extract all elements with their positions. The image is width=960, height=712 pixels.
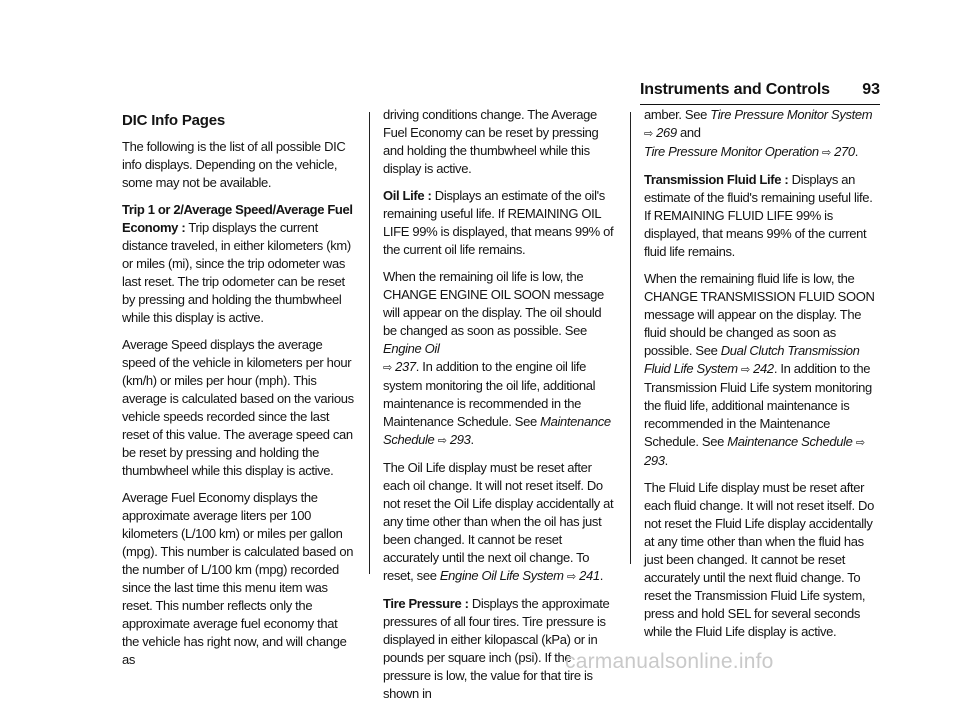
oil-reset-paragraph: The Oil Life display must be reset after each oil change. It will not reset itself. Do not reset the Oil Life display accidentally at any time other than when the oil has just been changed. It cannot be reset accurately until the next oil change. To reset, see Engine Oil Life System ⇨ 241. — [383, 460, 614, 583]
column-1 — [122, 112, 357, 678]
fluid-low-paragraph: When the remaining fluid life is low, the CHANGE TRANSMISSION FLUID SOON message will appear on the display. The fluid should be changed as soon as possible. See Dual Clutch Transmission Fluid Life System ⇨ 242. In addition to the Transmission Fluid Life system monitoring the fluid life, additional maintenance is recommended in the Maintenance Schedule. See Maintenance Schedule ⇨ 293. — [644, 271, 875, 468]
tire-pressure-paragraph — [383, 595, 618, 703]
transmission-fluid-text: Displays an estimate of the fluid's remaining useful life. If REMAINING FLUID LIFE 99% is displayed, that means 99% of the current fluid life remains. — [644, 172, 873, 259]
oil-low-text-2: . In addition to the engine oil life system monitoring the oil life, additional maintenance is recommended in the Maintenance Schedule. See — [383, 359, 596, 429]
arrow-icon: ⇨ — [566, 571, 576, 583]
header-rule — [640, 104, 880, 105]
arrow-icon: ⇨ — [437, 435, 447, 447]
dct-fluid-link[interactable]: Dual Clutch Transmission Fluid Life System — [644, 343, 860, 376]
oil-life-text: Displays an estimate of the oil's remaining useful life. If REMAINING OIL LIFE 99% is displayed, that means 99% of the current oil life remains. — [383, 188, 614, 257]
fluid-low-text: When the remaining fluid life is low, the CHANGE TRANSMISSION FLUID SOON message will appear on the display. The fluid should be changed as soon as possible. See — [644, 271, 875, 358]
column-3 — [644, 106, 880, 650]
section-heading: DIC Info Pages — [122, 112, 226, 129]
trip-paragraph — [122, 201, 357, 327]
column-divider-1 — [369, 112, 370, 574]
engine-oil-link[interactable]: Engine Oil — [383, 341, 440, 356]
watermark: carmanualsonline.info — [565, 650, 774, 673]
transmission-fluid-term: Transmission Fluid Life : — [644, 172, 789, 187]
arrow-icon: ⇨ — [644, 128, 653, 140]
page-header — [640, 80, 880, 102]
fluid-reset-paragraph: The Fluid Life display must be reset after each fluid change. It will not reset itself. Do not reset the Fluid Life display accidentally at any time other than when the fluid has just been changed. It cannot be reset accurately until the next fluid change. To reset the Transmission Fluid Life system, press and hold SEL for several seconds while the Fluid Life display is active. — [644, 480, 874, 639]
tire-pressure-continued: amber. See Tire Pressure Monitor System ⇨ 269 and Tire Pressure Monitor Operation ⇨ 270. — [644, 107, 873, 159]
maintenance-schedule-page[interactable]: 293 — [644, 453, 665, 468]
oil-life-term: Oil Life : — [383, 188, 432, 203]
oil-life-system-page[interactable]: 241 — [579, 568, 600, 583]
intro-paragraph: The following is the list of all possible DIC info displays. Depending on the vehicle, some may not be available. — [122, 139, 346, 190]
trip-term: Trip 1 or 2/Average Speed/Average Fuel Economy : — [122, 202, 353, 235]
oil-life-system-link[interactable]: Engine Oil Life System — [439, 568, 564, 583]
column-divider-2 — [630, 112, 631, 564]
dct-fluid-page[interactable]: 242 — [753, 361, 774, 376]
maintenance-schedule-link[interactable]: Maintenance Schedule — [727, 434, 853, 449]
arrow-icon: ⇨ — [383, 362, 392, 374]
page-number: 93 — [862, 81, 880, 98]
tire-pressure-text: Displays the approximate pressures of all four tires. Tire pressure is displayed in either kilopascal (kPa) or in pounds per square inch (psi). If the pressure is low, the value for that tire is shown in — [383, 596, 610, 701]
engine-oil-page[interactable]: 237 — [395, 359, 416, 374]
fuel-economy-paragraph: Average Fuel Economy displays the approximate average liters per 100 kilometers (L/100 km) or miles per gallon (mpg). This number is calculated based on the number of L/100 km (mpg) recorded since the last time this menu item was reset. This number reflects only the approximate average fuel economy that the vehicle has right now, and will change as — [122, 490, 354, 667]
column-2 — [383, 106, 618, 712]
section-title: Instruments and Controls — [640, 81, 830, 98]
arrow-icon: ⇨ — [741, 364, 750, 376]
oil-reset-text: The Oil Life display must be reset after each oil change. It will not reset itself. Do not reset the Oil Life display accidentally at any time other than when the oil has just been changed. It cannot be reset accurately until the next oil change. To reset, see — [383, 460, 614, 583]
arrow-icon: ⇨ — [855, 437, 865, 449]
transmission-fluid-paragraph — [644, 171, 880, 261]
maintenance-schedule-link[interactable]: Maintenance Schedule — [383, 414, 611, 447]
average-speed-paragraph: Average Speed displays the average speed of the vehicle in kilometers per hour (km/h) or miles per hour (mph). This average is calculated based on the various vehicle speeds recorded since the last reset of this value. The average speed can be reset by pressing and holding the thumbwheel while this display is active. — [122, 337, 354, 478]
tpms-link[interactable]: Tire Pressure Monitor System — [710, 107, 873, 122]
fuel-economy-continued: driving conditions change. The Average Fuel Economy can be reset by pressing and holding the thumbwheel while this display is active. — [383, 107, 599, 176]
tpms-operation-page[interactable]: 270 — [834, 144, 855, 159]
tpms-page[interactable]: 269 — [656, 125, 677, 140]
tire-pressure-term: Tire Pressure : — [383, 596, 469, 611]
tpms-operation-link[interactable]: Tire Pressure Monitor Operation — [644, 144, 819, 159]
fluid-low-text-2: . In addition to the Transmission Fluid Life system monitoring the fluid life, additional maintenance is recommended in the Maintenance Schedule. See — [644, 361, 872, 449]
arrow-icon: ⇨ — [821, 147, 831, 159]
and-text: and — [676, 125, 701, 140]
amber-text: amber. See — [644, 107, 711, 122]
oil-life-paragraph — [383, 187, 618, 259]
oil-low-paragraph: When the remaining oil life is low, the CHANGE ENGINE OIL SOON message will appear on the display. The oil should be changed as soon as possible. See Engine Oil ⇨ 237. In addition to the engine oil life system monitoring the oil life, additional maintenance is recommended in the Maintenance Schedule. See Maintenance Schedule ⇨ 293. — [383, 269, 611, 447]
oil-low-text: When the remaining oil life is low, the CHANGE ENGINE OIL SOON message will appear on the display. The oil should be changed as soon as possible. See — [383, 269, 604, 338]
trip-text: Trip displays the current distance traveled, in either kilometers (km) or miles (mi), since the trip odometer was last reset. The trip odometer can be reset by pressing and holding the thumbwheel while this display is active. — [122, 220, 351, 325]
maintenance-schedule-page[interactable]: 293 — [449, 432, 471, 447]
